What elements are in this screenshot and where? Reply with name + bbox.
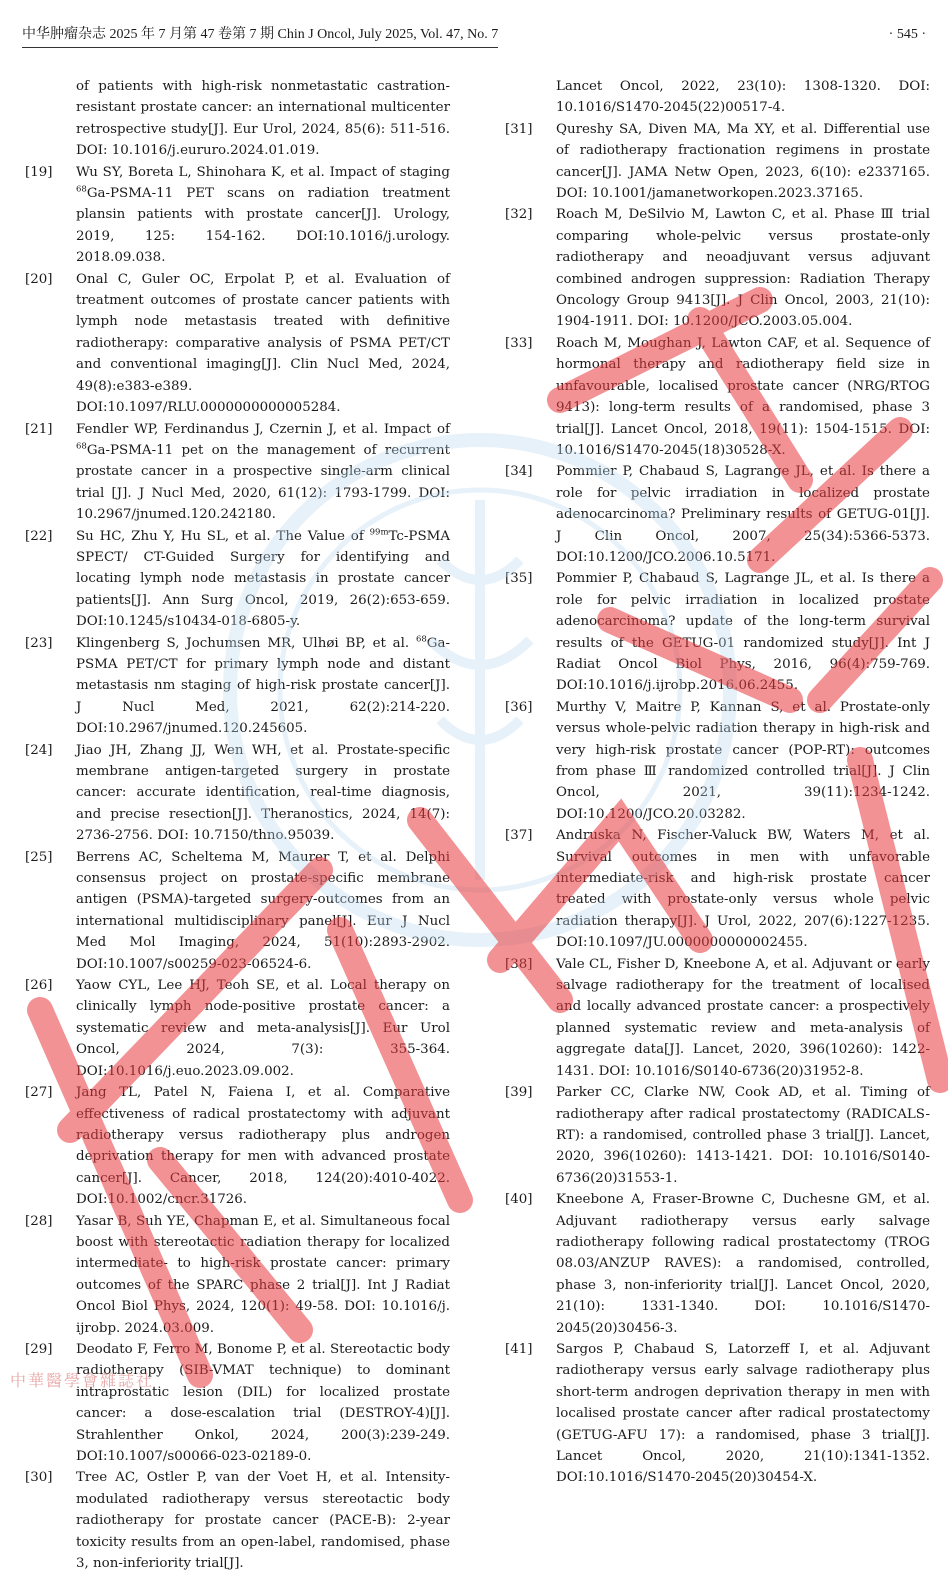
reference-text-prefix: Klingenberg S, Jochumsen MR, Ulhøi BP, et al. [76,635,416,651]
reference-text-body: Vale CL, Fisher D, Kneebone A, et al. Adjuvant or early salvage radiotherapy for the treatment of localised and locally advanced prostate cancer: a prospectively planned systematic review and meta-analysis of aggregate data[J]. Lancet, 2020, 396(10260): 1422-1431. DOI: 10.1016/S0140-6736(20)31952-8. [556,956,930,1079]
reference-text [76,847,450,975]
reference-text [556,954,930,1082]
reference-text [556,825,930,953]
reference-text-body: Pommier P, Chabaud S, Lagrange JL, et al. Is there a role for pelvic irradiation in localized prostate adenocarcinoma? Preliminary results of GETUG-01[J]. J Clin Oncol, 2007, 25(34):5366-5373. DOI:10.1200/JCO.2006.10.5171. [556,464,930,565]
reference-item [25,419,450,526]
reference-text-prefix: Wu SY, Boreta L, Shinohara K, et al. Impact of staging [76,164,450,180]
reference-text [76,975,450,1082]
reference-number: [35] [505,571,533,587]
reference-item [505,119,930,205]
reference-number: [32] [505,207,533,223]
reference-text-body: Ga-PSMA PET/CT for primary lymph node and distant metastasis nm staging of high-risk prostate cancer[J]. J Nucl Med, 2021, 62(2):214-220. DOI:10.2967/jnumed.120.245605. [76,635,450,737]
reference-text-body: Parker CC, Clarke NW, Cook AD, et al. Timing of radiotherapy after radical prostatectomy (RADICALS-RT): a randomised, controlled phase 3 trial[J]. Lancet, 2020, 396(10260): 1413-1421. DOI: 10.1016/S0140-6736(20)31553-1. [556,1085,930,1186]
reference-text-body: Jiao JH, Zhang JJ, Wen WH, et al. Prostate-specific membrane antigen-targeted surgery in prostate cancer: accurate identification, real-time diagnosis, and precise resection[J]. Theranostics, 2024, 14(7): 2736-2756. DOI: 10.7150/thno.95039. [76,742,450,844]
reference-item [25,526,450,633]
reference-text [76,633,450,740]
reference-text [556,568,930,696]
reference-text [556,204,930,332]
reference-text-body: Pommier P, Chabaud S, Lagrange JL, et al. Is there a role for pelvic irradiation in localized prostate adenocarcinoma? update of the long-term survival results of the GETUG-01 randomized study[J]. Int J Radiat Oncol Biol Phys, 2016, 96(4):759-769. DOI:10.1016/j.ijrobp.2016.06.2455. [556,571,930,694]
reference-text-prefix: Su HC, Zhu Y, Hu SL, et al. The Value of [76,528,370,544]
reference-list-left [25,162,450,1574]
reference-item [25,162,450,269]
reference-item [25,740,450,847]
reference-text-body: Qureshy SA, Diven MA, Ma XY, et al. Differential use of radiotherapy fractionation regimens in prostate cancer[J]. JAMA Netw Open, 2023, 6(10): e2337165. DOI: 10.1001/jamanetworkopen.2023.37165. [556,121,930,202]
reference-number: [30] [25,1470,53,1486]
left-column [25,76,450,1574]
reference-number: [37] [505,828,533,844]
reference-text [556,1339,930,1489]
reference-number: [36] [505,699,533,715]
reference-text [76,1082,450,1210]
reference-number: [28] [25,1213,53,1229]
reference-text-body: Tc-PSMA SPECT/ CT-Guided Surgery for identifying and locating lymph node metastasis in prostate cancer patients[J]. Ann Surg Oncol, 2019, 26(2):653-659. DOI:10.1245/s10434-018-6805-y. [76,528,450,630]
running-header [22,24,926,46]
reference-item [505,825,930,953]
reference-item [25,975,450,1082]
reference-text-body: Ga-PSMA-11 PET scans on radiation treatment plansin patients with prostate cancer[J]. Urology, 2019, 125: 154-162. DOI:10.1016/j.urology. 2018.09.038. [76,186,450,266]
reference-text-body: Roach M, DeSilvio M, Lawton C, et al. Phase Ⅲ trial comparing whole-pelvic versus prostate-only radiotherapy and neoadjuvant versus adjuvant combined androgen suppression: Radiation Therapy Oncology Group 9413[J]. J Clin Oncol, 2003, 21(10): 1904-1911. DOI: 10.1200/JCO.2003.05.004. [556,207,930,330]
reference-number: [29] [25,1341,53,1357]
reference-text-prefix: Fendler WP, Ferdinandus J, Czernin J, et al. Impact of [76,421,450,437]
reference-text [556,697,930,825]
reference-item [505,568,930,696]
journal-citation: 中华肿瘤杂志 2025 年 7 月第 47 卷第 7 期 Chin J Oncol, July 2025, Vol. 47, No. 7 [22,24,498,48]
isotope-superscript: 68 [415,634,427,645]
reference-item [25,269,450,419]
reference-number: [26] [25,978,53,994]
reference-item [25,847,450,975]
reference-item [505,204,930,332]
reference-item [505,1189,930,1339]
reference-text [556,461,930,568]
reference-text [76,740,450,847]
reference-number: [27] [25,1085,53,1101]
reference-text-body: Andruska N, Fischer-Valuck BW, Waters M, et al. Survival outcomes in men with unfavorable intermediate-risk and high-risk prostate cancer treated with prostate-only versus whole pelvic radiation therapy[J]. J Urol, 2022, 207(6):1227-1235. DOI:10.1097/JU.0000000000002455. [556,828,930,951]
reference-text [76,419,450,526]
isotope-superscript: 99m [369,527,389,538]
reference-number: [31] [505,121,533,137]
reference-text-body: Murthy V, Maitre P, Kannan S, et al. Prostate-only versus whole-pelvic radiation therapy in high-risk and very high-risk prostate cancer (POP-RT): outcomes from phase Ⅲ randomized controlled trial[J]. J Clin Oncol, 2021, 39(11):1234-1242. DOI:10.1200/JCO.20.03282. [556,699,930,822]
reference-item [25,633,450,740]
reference-item [25,1082,450,1210]
reference-text [76,269,450,419]
reference-number: [19] [25,164,53,180]
reference-number: [25] [25,849,53,865]
reference-continuation: of patients with high-risk nonmetastatic castration-resistant prostate cancer: an international multicenter retrospective study[J]. Eur Urol, 2024, 85(6): 511-516. DOI: 10.1016/j.eururo.2024.01.019. [76,79,450,159]
publisher-logo: 中華醫學會雜誌社 [10,1371,155,1390]
reference-item [505,1082,930,1189]
reference-item [25,1211,450,1339]
reference-number: [24] [25,742,53,758]
reference-number: [41] [505,1341,533,1357]
reference-text-body: Berrens AC, Scheltema M, Maurer T, et al. Delphi consensus project on prostate-specific membrane antigen (PSMA)-targeted surgery-outcomes from an international multidisciplinary panel[J]. Eur J Nucl Med Mol Imaging, 2024, 51(10):2893-2902. DOI:10.1007/s00259-023-06524-6. [76,849,450,972]
reference-text-body: Kneebone A, Fraser-Browne C, Duchesne GM, et al. Adjuvant radiotherapy versus early salvage radiotherapy following radical prostatectomy (TROG 08.03/ANZUP RAVES): a randomised, controlled, phase 3, non-inferiority trial[J]. Lancet Oncol, 2020, 21(10): 1331-1340. DOI: 10.1016/S1470-2045(20)30456-3. [556,1192,930,1336]
reference-text-body: Yasar B, Suh YE, Chapman E, et al. Simultaneous focal boost with stereotactic radiation therapy for localized intermediate- to high-risk prostate cancer: primary outcomes of the SPARC phase 2 trial[J]. Int J Radiat Oncol Biol Phys, 2024, 120(1): 49-58. DOI: 10.1016/j. ijrobp. 2024.03.009. [76,1213,450,1336]
reference-number: [33] [505,335,533,351]
reference-list-right [505,119,930,1489]
reference-text-body: Deodato F, Ferro M, Bonome P, et al. Stereotactic body radiotherapy (SIB-VMAT technique) to dominant intraprostatic lesion (DIL) for localized prostate cancer: a dose-escalation trial (DESTROY-4)[J]. Strahlenther Onkol, 2024, 200(3):239-249. DOI:10.1007/s00066-023-02189-0. [76,1341,450,1464]
reference-text-body: Tree AC, Ostler P, van der Voet H, et al. Intensity-modulated radiotherapy versus stereotactic body radiotherapy for prostate cancer (PACE-B): 2-year toxicity results from an open-label, randomised, phase 3, non-inferiority trial[J]. [76,1470,450,1572]
page-number: · 545 · [888,27,926,42]
reference-number: [21] [25,421,53,437]
reference-text [556,1189,930,1339]
reference-text-body: Sargos P, Chabaud S, Latorzeff I, et al. Adjuvant radiotherapy versus early salvage radiotherapy plus short-term androgen deprivation therapy in men with localised prostate cancer after radical prostatectomy (GETUG-AFU 17): a randomised, phase 3 trial[J]. Lancet Oncol, 2020, 21(10):1341-1352. DOI:10.1016/S1470-2045(20)30454-X. [556,1341,930,1486]
reference-item [505,1339,930,1489]
isotope-superscript: 68 [76,184,87,195]
right-column [505,76,930,1489]
reference-text [76,1467,450,1574]
reference-continuation: Lancet Oncol, 2022, 23(10): 1308-1320. DOI: 10.1016/S1470-2045(22)00517-4. [556,79,930,116]
reference-number: [38] [505,956,533,972]
reference-number: [20] [25,271,53,287]
reference-text [76,1339,450,1467]
reference-item [505,333,930,461]
reference-text [76,162,450,269]
isotope-superscript: 68 [76,441,87,452]
reference-number: [34] [505,464,533,480]
reference-item [25,1339,450,1467]
reference-text-body: Onal C, Guler OC, Erpolat P, et al. Evaluation of treatment outcomes of prostate cancer patients with lymph node metastasis treated with definitive radiotherapy: comparative analysis of PSMA PET/CT and conventional imaging[J]. Clin Nucl Med, 2024, 49(8):e383-e389. DOI:10.1097/RLU.0000000000005284. [76,271,450,416]
reference-number: [22] [25,528,53,544]
reference-item [505,697,930,825]
reference-text-body: Roach M, Moughan J, Lawton CAF, et al. Sequence of hormonal therapy and radiotherapy field size in unfavourable, localised prostate cancer (NRG/RTOG 9413): long-term results of a randomised, phase 3 trial[J]. Lancet Oncol, 2018, 19(11): 1504-1515. DOI: 10.1016/S1470-2045(18)30528-X. [556,335,930,458]
reference-text-body: Jang TL, Patel N, Faiena I, et al. Comparative effectiveness of radical prostatectomy with adjuvant radiotherapy versus radiotherapy plus androgen deprivation therapy for men with advanced prostate cancer[J]. Cancer, 2018, 124(20):4010-4022. DOI:10.1002/cncr.31726. [76,1085,450,1208]
reference-number: [39] [505,1085,533,1101]
reference-text [556,1082,930,1189]
reference-number: [40] [505,1192,533,1208]
reference-text [556,119,930,205]
reference-text [76,526,450,633]
reference-text-body: Ga-PSMA-11 pet on the management of recurrent prostate cancer in a prospective single-arm clinical trial [J]. J Nucl Med, 2020, 61(12): 1793-1799. DOI: 10.2967/jnumed.120.242180. [76,442,450,523]
reference-item [505,461,930,568]
reference-text [76,1211,450,1339]
reference-item [25,1467,450,1574]
reference-item [505,954,930,1082]
reference-text-body: Yaow CYL, Lee HJ, Teoh SE, et al. Local therapy on clinically lymph node-positive prostate cancer: a systematic review and meta-analysis[J]. Eur Urol Oncol, 2024, 7(3): 355-364. DOI:10.1016/j.euo.2023.09.002. [76,978,450,1079]
reference-text [556,333,930,461]
reference-number: [23] [25,635,53,651]
